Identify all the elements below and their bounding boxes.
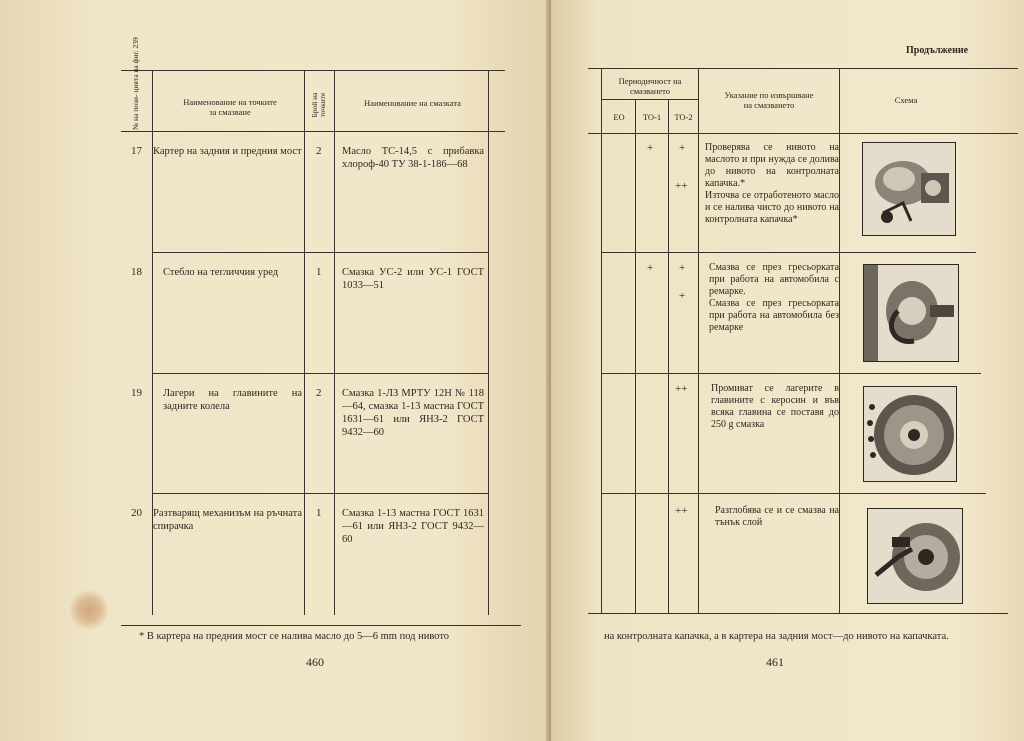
col-divider-instructions xyxy=(839,68,840,613)
footnote-continuation: на контролната капачка, а в картера на задния мост—до нивото на капачката. xyxy=(604,631,949,642)
row-divider-1 xyxy=(152,252,488,253)
point-count: 1 xyxy=(316,507,322,519)
axle-housing-icon xyxy=(862,142,956,236)
to2-mark: ++ xyxy=(675,505,688,517)
lubrication-instruction: Промиват се лагерите в главините с керосин и във всяка главина се поставя до 250 g смазка xyxy=(711,383,839,430)
row-divider-3 xyxy=(152,493,488,494)
lubricant-name: Смазка 1-13 мастна ГОСТ 1631—61 или ЯНЗ-2 ГОСТ 9432—60 xyxy=(342,508,484,545)
col-divider-4 xyxy=(488,70,489,615)
point-count: 1 xyxy=(316,266,322,278)
hand-brake-mechanism-icon xyxy=(867,508,963,604)
to2-extra-mark: + xyxy=(679,290,686,302)
lubrication-point: Стебло на тегличчия уред xyxy=(163,267,279,278)
lubrication-instruction: Разглобява се и се смазва на тънък слой xyxy=(715,505,839,528)
header-lubricant-name: Наименование на смазката xyxy=(364,98,461,108)
paper-stain xyxy=(70,590,108,630)
lubricant-name: Смазка УС-2 или УС-1 ГОСТ 1033—51 xyxy=(342,267,484,291)
header-instructions: Указание по извършване на смазването xyxy=(724,90,814,110)
page-number: 460 xyxy=(306,655,324,669)
row-number: 19 xyxy=(131,387,142,399)
header-bottom-border xyxy=(121,131,505,132)
table-bottom-border xyxy=(121,625,521,626)
to2-mark: + xyxy=(679,142,686,154)
to2-mark: + xyxy=(679,262,686,274)
periodicity-subheader-border xyxy=(601,99,698,100)
footnote: * В картера на предния мост се налива масло до 5—6 mm под нивото xyxy=(139,631,450,642)
col-divider-to1 xyxy=(668,99,669,613)
header-bottom-border xyxy=(588,133,1018,134)
row-number: 17 xyxy=(131,145,142,157)
tow-hook-icon xyxy=(863,264,959,362)
continuation-label: Продължение xyxy=(906,45,969,56)
to1-mark: + xyxy=(647,262,654,274)
page-number: 461 xyxy=(766,655,784,669)
col-divider-to2 xyxy=(698,68,699,613)
lubrication-point: Лагери на главините на задните колела xyxy=(163,388,302,412)
table-bottom-border xyxy=(588,613,1008,614)
row-number: 20 xyxy=(131,507,142,519)
row-divider-1 xyxy=(601,252,976,253)
lubrication-instruction: Смазва се през гресьорката при работа на автомобила с ремарке. Смазва се през гресьорката при работа на автомобила без ремарке xyxy=(709,262,839,333)
header-eo: ЕО xyxy=(613,112,625,122)
table-top-border xyxy=(588,68,1018,69)
to2-mark: ++ xyxy=(675,383,688,395)
header-to1: ТО-1 xyxy=(642,112,662,122)
header-periodicity: Периодичност на смазването xyxy=(618,76,682,96)
row-divider-2 xyxy=(601,373,981,374)
wheel-hub-icon xyxy=(863,386,957,482)
point-count: 2 xyxy=(316,145,322,157)
header-point-count: Брой на точките xyxy=(310,92,327,118)
lubrication-instruction: Проверява се нивото на маслото и при нужда се долива до нивото на контролната капачка.* Източва се отработеното масло и се налива чисто до нивото на контролната капачка* xyxy=(705,142,839,225)
to1-mark: + xyxy=(647,142,654,154)
right-page xyxy=(551,0,1024,741)
col-divider-eo xyxy=(635,99,636,613)
header-position-number: № на пози- цията на фиг. 239 xyxy=(131,37,140,130)
header-point-name: Наименование на точките за смазване xyxy=(183,97,277,117)
point-count: 2 xyxy=(316,387,322,399)
table-top-border xyxy=(121,70,505,71)
col-divider-left xyxy=(601,68,602,613)
row-divider-2 xyxy=(152,373,488,374)
header-scheme: Схема xyxy=(894,95,918,105)
to2-extra-mark: ++ xyxy=(675,180,688,192)
lubricant-name: Смазка 1-ЛЗ МРТУ 12Н № 118—64, смазка 1-13 мастна ГОСТ 1631—61 или ЯНЗ-2 ГОСТ 9432—60 xyxy=(342,388,484,438)
header-to2: ТО-2 xyxy=(674,112,693,122)
col-divider-3 xyxy=(334,70,335,615)
col-divider-2 xyxy=(304,70,305,615)
lubrication-point: Разтварящ механизъм на ръчната спирачка xyxy=(153,508,302,532)
row-number: 18 xyxy=(131,266,142,278)
row-divider-3 xyxy=(601,493,986,494)
lubrication-point: Картер на задния и предния мост xyxy=(153,146,302,157)
lubricant-name: Масло ТС-14,5 с прибавка хлороф-40 ТУ 38-1-186—68 xyxy=(342,146,484,170)
